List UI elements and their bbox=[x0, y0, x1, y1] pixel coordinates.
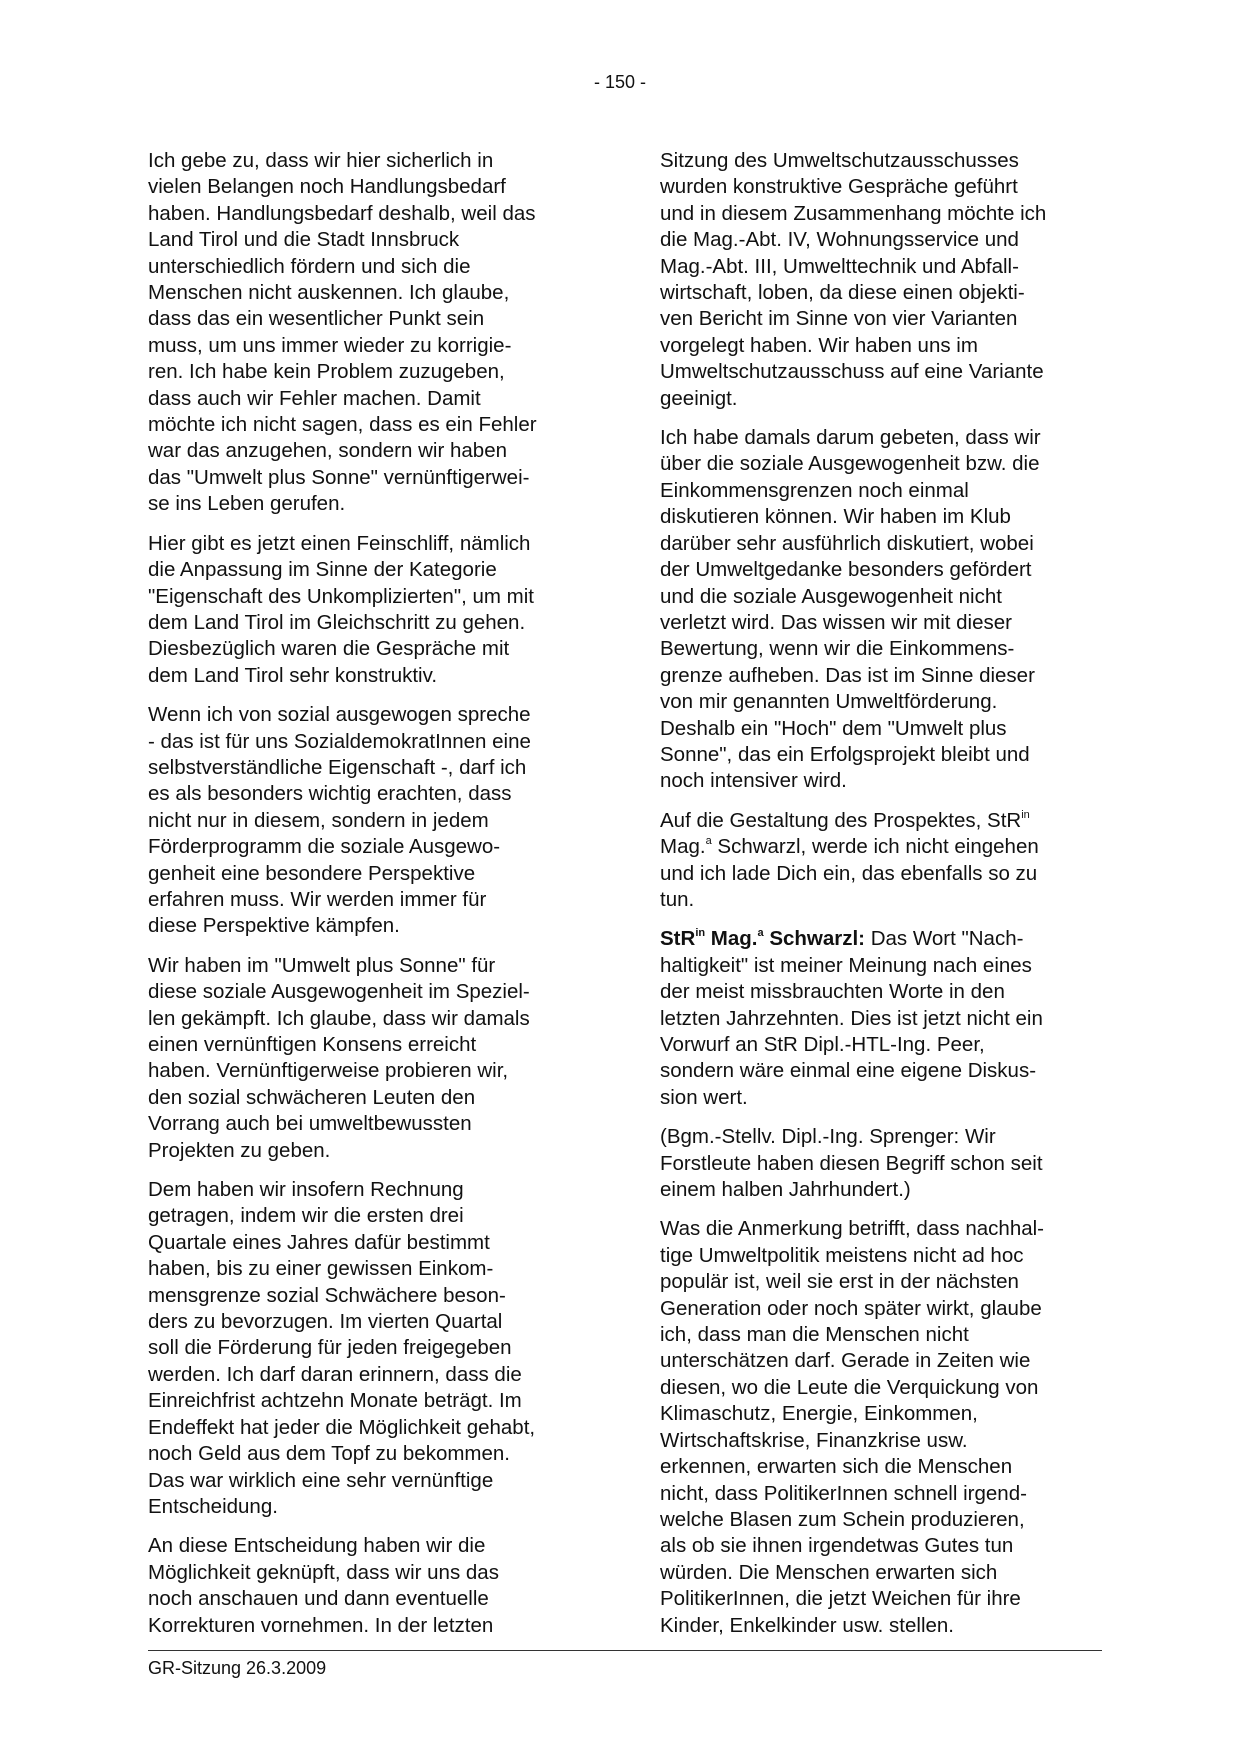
text-line: An diese Entscheidung haben wir die bbox=[148, 1534, 486, 1558]
text-line: Endeffekt hat jeder die Möglichkeit gehabt, bbox=[148, 1415, 536, 1439]
text-line: Wir haben im "Umwelt plus Sonne" für bbox=[148, 953, 496, 977]
paragraph bbox=[148, 148, 590, 518]
text-line: - das ist für uns SozialdemokratInnen eine bbox=[148, 729, 531, 753]
text-line: len gekämpft. Ich glaube, dass wir damals bbox=[148, 1006, 530, 1030]
text-line: dem Land Tirol im Gleichschritt zu gehen. bbox=[148, 610, 526, 634]
text-line: Einkommensgrenzen noch einmal bbox=[660, 478, 969, 502]
text-line: haben. Handlungsbedarf deshalb, weil das bbox=[148, 201, 536, 225]
text-line: genheit eine besondere Perspektive bbox=[148, 861, 476, 885]
text-line: Dem haben wir insofern Rechnung bbox=[148, 1178, 464, 1202]
text-line: der meist missbrauchten Worte in den bbox=[660, 980, 1005, 1004]
text-line: und die soziale Ausgewogenheit nicht bbox=[660, 584, 1002, 608]
text-line: PolitikerInnen, die jetzt Weichen für ihre bbox=[660, 1587, 1021, 1611]
text-line: StR$^{in}$ Mag.$^a$ Schwarzl: Das Wort "Nach- bbox=[660, 927, 1024, 951]
text-line: Hier gibt es jetzt einen Feinschliff, nämlich bbox=[148, 531, 531, 555]
text-line: unterschiedlich fördern und sich die bbox=[148, 254, 471, 278]
text-line: haben, bis zu einer gewissen Einkom- bbox=[148, 1257, 494, 1281]
text-line: se ins Leben gerufen. bbox=[148, 492, 346, 516]
text-line: Projekten zu geben. bbox=[148, 1138, 331, 1162]
paragraph bbox=[148, 1533, 590, 1639]
paragraph bbox=[660, 1216, 1102, 1639]
text-line: noch Geld aus dem Topf zu bekommen. bbox=[148, 1442, 510, 1466]
text-line: ven Bericht im Sinne von vier Varianten bbox=[660, 307, 1018, 331]
text-line: selbstverständliche Eigenschaft -, darf ich bbox=[148, 755, 527, 779]
text-line: unterschätzen darf. Gerade in Zeiten wie bbox=[660, 1349, 1031, 1373]
text-line: letzten Jahrzehnten. Dies ist jetzt nicht ein bbox=[660, 1006, 1043, 1030]
text-line: noch anschauen und dann eventuelle bbox=[148, 1587, 489, 1611]
text-line: diskutieren können. Wir haben im Klub bbox=[660, 505, 1011, 529]
text-line: einen vernünftigen Konsens erreicht bbox=[148, 1033, 477, 1056]
text-line: mensgrenze sozial Schwächere beson- bbox=[148, 1283, 506, 1307]
text-line: diese Perspektive kämpfen. bbox=[148, 914, 400, 938]
text-line: Korrekturen vornehmen. In der letzten bbox=[148, 1613, 494, 1637]
text-line: erfahren muss. Wir werden immer für bbox=[148, 887, 487, 911]
text-line: haltigkeit" ist meiner Meinung nach eines bbox=[660, 953, 1032, 977]
paragraph bbox=[660, 425, 1102, 795]
text-line: Mag.$^a$ Schwarzl, werde ich nicht eingehen bbox=[660, 835, 1039, 859]
text-line: erkennen, erwarten sich die Menschen bbox=[660, 1455, 1013, 1479]
text-line: haben. Vernünftigerweise probieren wir, bbox=[148, 1059, 509, 1083]
text-line: Sonne", das ein Erfolgsprojekt bleibt und bbox=[660, 742, 1030, 766]
text-line: Möglichkeit geknüpft, dass wir uns das bbox=[148, 1560, 499, 1584]
text-line: nicht nur in diesem, sondern in jedem bbox=[148, 808, 489, 832]
text-line: den sozial schwächeren Leuten den bbox=[148, 1085, 476, 1109]
text-line: wurden konstruktive Gespräche geführt bbox=[660, 175, 1018, 199]
text-line: einem halben Jahrhundert.) bbox=[660, 1178, 911, 1202]
text-line: dem Land Tirol sehr konstruktiv. bbox=[148, 663, 438, 687]
paragraph bbox=[148, 953, 590, 1164]
text-line: als ob sie ihnen irgendetwas Gutes tun bbox=[660, 1534, 1014, 1558]
text-line: Land Tirol und die Stadt Innsbruck bbox=[148, 228, 460, 252]
text-line: populär ist, weil sie erst in der nächsten bbox=[660, 1270, 1019, 1294]
text-line: Kinder, Enkelkinder usw. stellen. bbox=[660, 1613, 954, 1637]
text-line: ren. Ich habe kein Problem zuzugeben, bbox=[148, 360, 505, 384]
text-line: Was die Anmerkung betrifft, dass nachhal- bbox=[660, 1217, 1045, 1241]
text-line: welche Blasen zum Schein produzieren, bbox=[660, 1507, 1025, 1531]
text-line: von mir genannten Umweltförderung. bbox=[660, 690, 998, 714]
text-line: würden. Die Menschen erwarten sich bbox=[660, 1560, 998, 1584]
text-line: die Anpassung im Sinne der Kategorie bbox=[148, 558, 497, 582]
text-line: Forstleute haben diesen Begriff schon seit bbox=[660, 1151, 1043, 1175]
text-line: geeinigt. bbox=[660, 386, 738, 410]
text-line: "Eigenschaft des Unkomplizierten", um mit bbox=[148, 584, 534, 608]
text-line: war das anzugehen, sondern wir haben bbox=[148, 439, 507, 463]
text-line: möchte ich nicht sagen, dass es ein Fehler bbox=[148, 413, 537, 437]
text-line: Diesbezüglich waren die Gespräche mit bbox=[148, 637, 510, 661]
footer-divider bbox=[148, 1650, 1102, 1651]
text-line: Vorwurf an StR Dipl.-HTL-Ing. Peer, bbox=[660, 1033, 985, 1056]
text-line: und ich lade Dich ein, das ebenfalls so zu bbox=[660, 861, 1038, 885]
text-line: Das war wirklich eine sehr vernünftige bbox=[148, 1468, 494, 1492]
speaker-name: StR$^{in}$ Mag.$^a$ Schwarzl: bbox=[660, 927, 866, 951]
text-line: soll die Förderung für jeden freigegeben bbox=[148, 1336, 512, 1360]
text-line: nicht, dass PolitikerInnen schnell irgend- bbox=[660, 1481, 1027, 1505]
left-column bbox=[148, 148, 590, 1652]
text-line: über die soziale Ausgewogenheit bzw. die bbox=[660, 452, 1040, 476]
text-line: Quartale eines Jahres dafür bestimmt bbox=[148, 1230, 490, 1254]
text-line: Vorrang auch bei umweltbewussten bbox=[148, 1112, 472, 1136]
paragraph bbox=[660, 1124, 1102, 1203]
text-line: grenze aufheben. Das ist im Sinne dieser bbox=[660, 663, 1035, 687]
text-line: das "Umwelt plus Sonne" vernünftigerwei- bbox=[148, 465, 530, 489]
text-line: Auf die Gestaltung des Prospektes, StR$^{in}$ bbox=[660, 808, 1030, 832]
superscript: in bbox=[1021, 808, 1030, 821]
text-line: (Bgm.-Stellv. Dipl.-Ing. Sprenger: Wir bbox=[660, 1125, 996, 1149]
text-line: ich, dass man die Menschen nicht bbox=[660, 1323, 969, 1347]
text-line: Wenn ich von sozial ausgewogen spreche bbox=[148, 703, 531, 727]
text-line: und in diesem Zusammenhang möchte ich bbox=[660, 201, 1047, 225]
text-line: werden. Ich darf daran erinnern, dass die bbox=[148, 1362, 522, 1386]
paragraph bbox=[660, 808, 1102, 914]
paragraph bbox=[660, 926, 1102, 1111]
text-line: diesen, wo die Leute die Verquickung von bbox=[660, 1375, 1039, 1399]
text-line: Ich habe damals darum gebeten, dass wir bbox=[660, 426, 1041, 450]
paragraph bbox=[148, 531, 590, 689]
text-line: sondern wäre einmal eine eigene Diskus- bbox=[660, 1059, 1037, 1083]
text-line: wirtschaft, loben, da diese einen objekti- bbox=[660, 281, 1025, 305]
text-line: vorgelegt haben. Wir haben uns im bbox=[660, 333, 978, 357]
text-line: darüber sehr ausführlich diskutiert, wobei bbox=[660, 531, 1034, 555]
text-line: diese soziale Ausgewogenheit im Speziel- bbox=[148, 980, 530, 1004]
paragraph-rest bbox=[660, 953, 1102, 1111]
text-line: dass das ein wesentlicher Punkt sein bbox=[148, 307, 485, 331]
paragraph bbox=[148, 1177, 590, 1520]
superscript: a bbox=[705, 835, 712, 848]
text-line: Deshalb ein "Hoch" dem "Umwelt plus bbox=[660, 716, 1007, 740]
text-line: Generation oder noch später wirkt, glaube bbox=[660, 1296, 1042, 1320]
text-line: muss, um uns immer wieder zu korrigie- bbox=[148, 333, 512, 357]
text-line: es als besonders wichtig erachten, dass bbox=[148, 782, 512, 806]
text-line: Umweltschutzausschuss auf eine Variante bbox=[660, 360, 1044, 384]
text-line: Mag.-Abt. III, Umwelttechnik und Abfall- bbox=[660, 254, 1019, 278]
text-line: Klimaschutz, Energie, Einkommen, bbox=[660, 1402, 978, 1426]
paragraph bbox=[148, 702, 590, 940]
text-line: Bewertung, wenn wir die Einkommens- bbox=[660, 637, 1015, 661]
text-line: tige Umweltpolitik meistens nicht ad hoc bbox=[660, 1243, 1024, 1267]
text-line: getragen, indem wir die ersten drei bbox=[148, 1204, 464, 1228]
right-column bbox=[660, 148, 1102, 1652]
text-line: Sitzung des Umweltschutzausschusses bbox=[660, 149, 1019, 172]
text-line: Entscheidung. bbox=[148, 1494, 278, 1518]
text-line: sion wert. bbox=[660, 1085, 748, 1109]
text-line: verletzt wird. Das wissen wir mit dieser bbox=[660, 610, 1012, 634]
text-line: tun. bbox=[660, 887, 695, 911]
page-number: - 150 - bbox=[593, 72, 647, 92]
text-line: der Umweltgedanke besonders gefördert bbox=[660, 558, 1032, 582]
text-line: noch intensiver wird. bbox=[660, 769, 847, 793]
paragraph bbox=[660, 148, 1102, 412]
text-line: Einreichfrist achtzehn Monate beträgt. Im bbox=[148, 1389, 522, 1413]
text-line: ders zu bevorzugen. Im vierten Quartal bbox=[148, 1310, 503, 1334]
text-line: dass auch wir Fehler machen. Damit bbox=[148, 386, 481, 410]
text-line: vielen Belangen noch Handlungsbedarf bbox=[148, 175, 506, 199]
text-line: die Mag.-Abt. IV, Wohnungsservice und bbox=[660, 228, 1019, 252]
footer-text: GR-Sitzung 26.3.2009 bbox=[148, 1658, 327, 1678]
text-line: Wirtschaftskrise, Finanzkrise usw. bbox=[660, 1428, 968, 1452]
text-line: Förderprogramm die soziale Ausgewo- bbox=[148, 835, 501, 859]
text-line: Menschen nicht auskennen. Ich glaube, bbox=[148, 281, 510, 305]
text-line: Ich gebe zu, dass wir hier sicherlich in bbox=[148, 149, 494, 172]
